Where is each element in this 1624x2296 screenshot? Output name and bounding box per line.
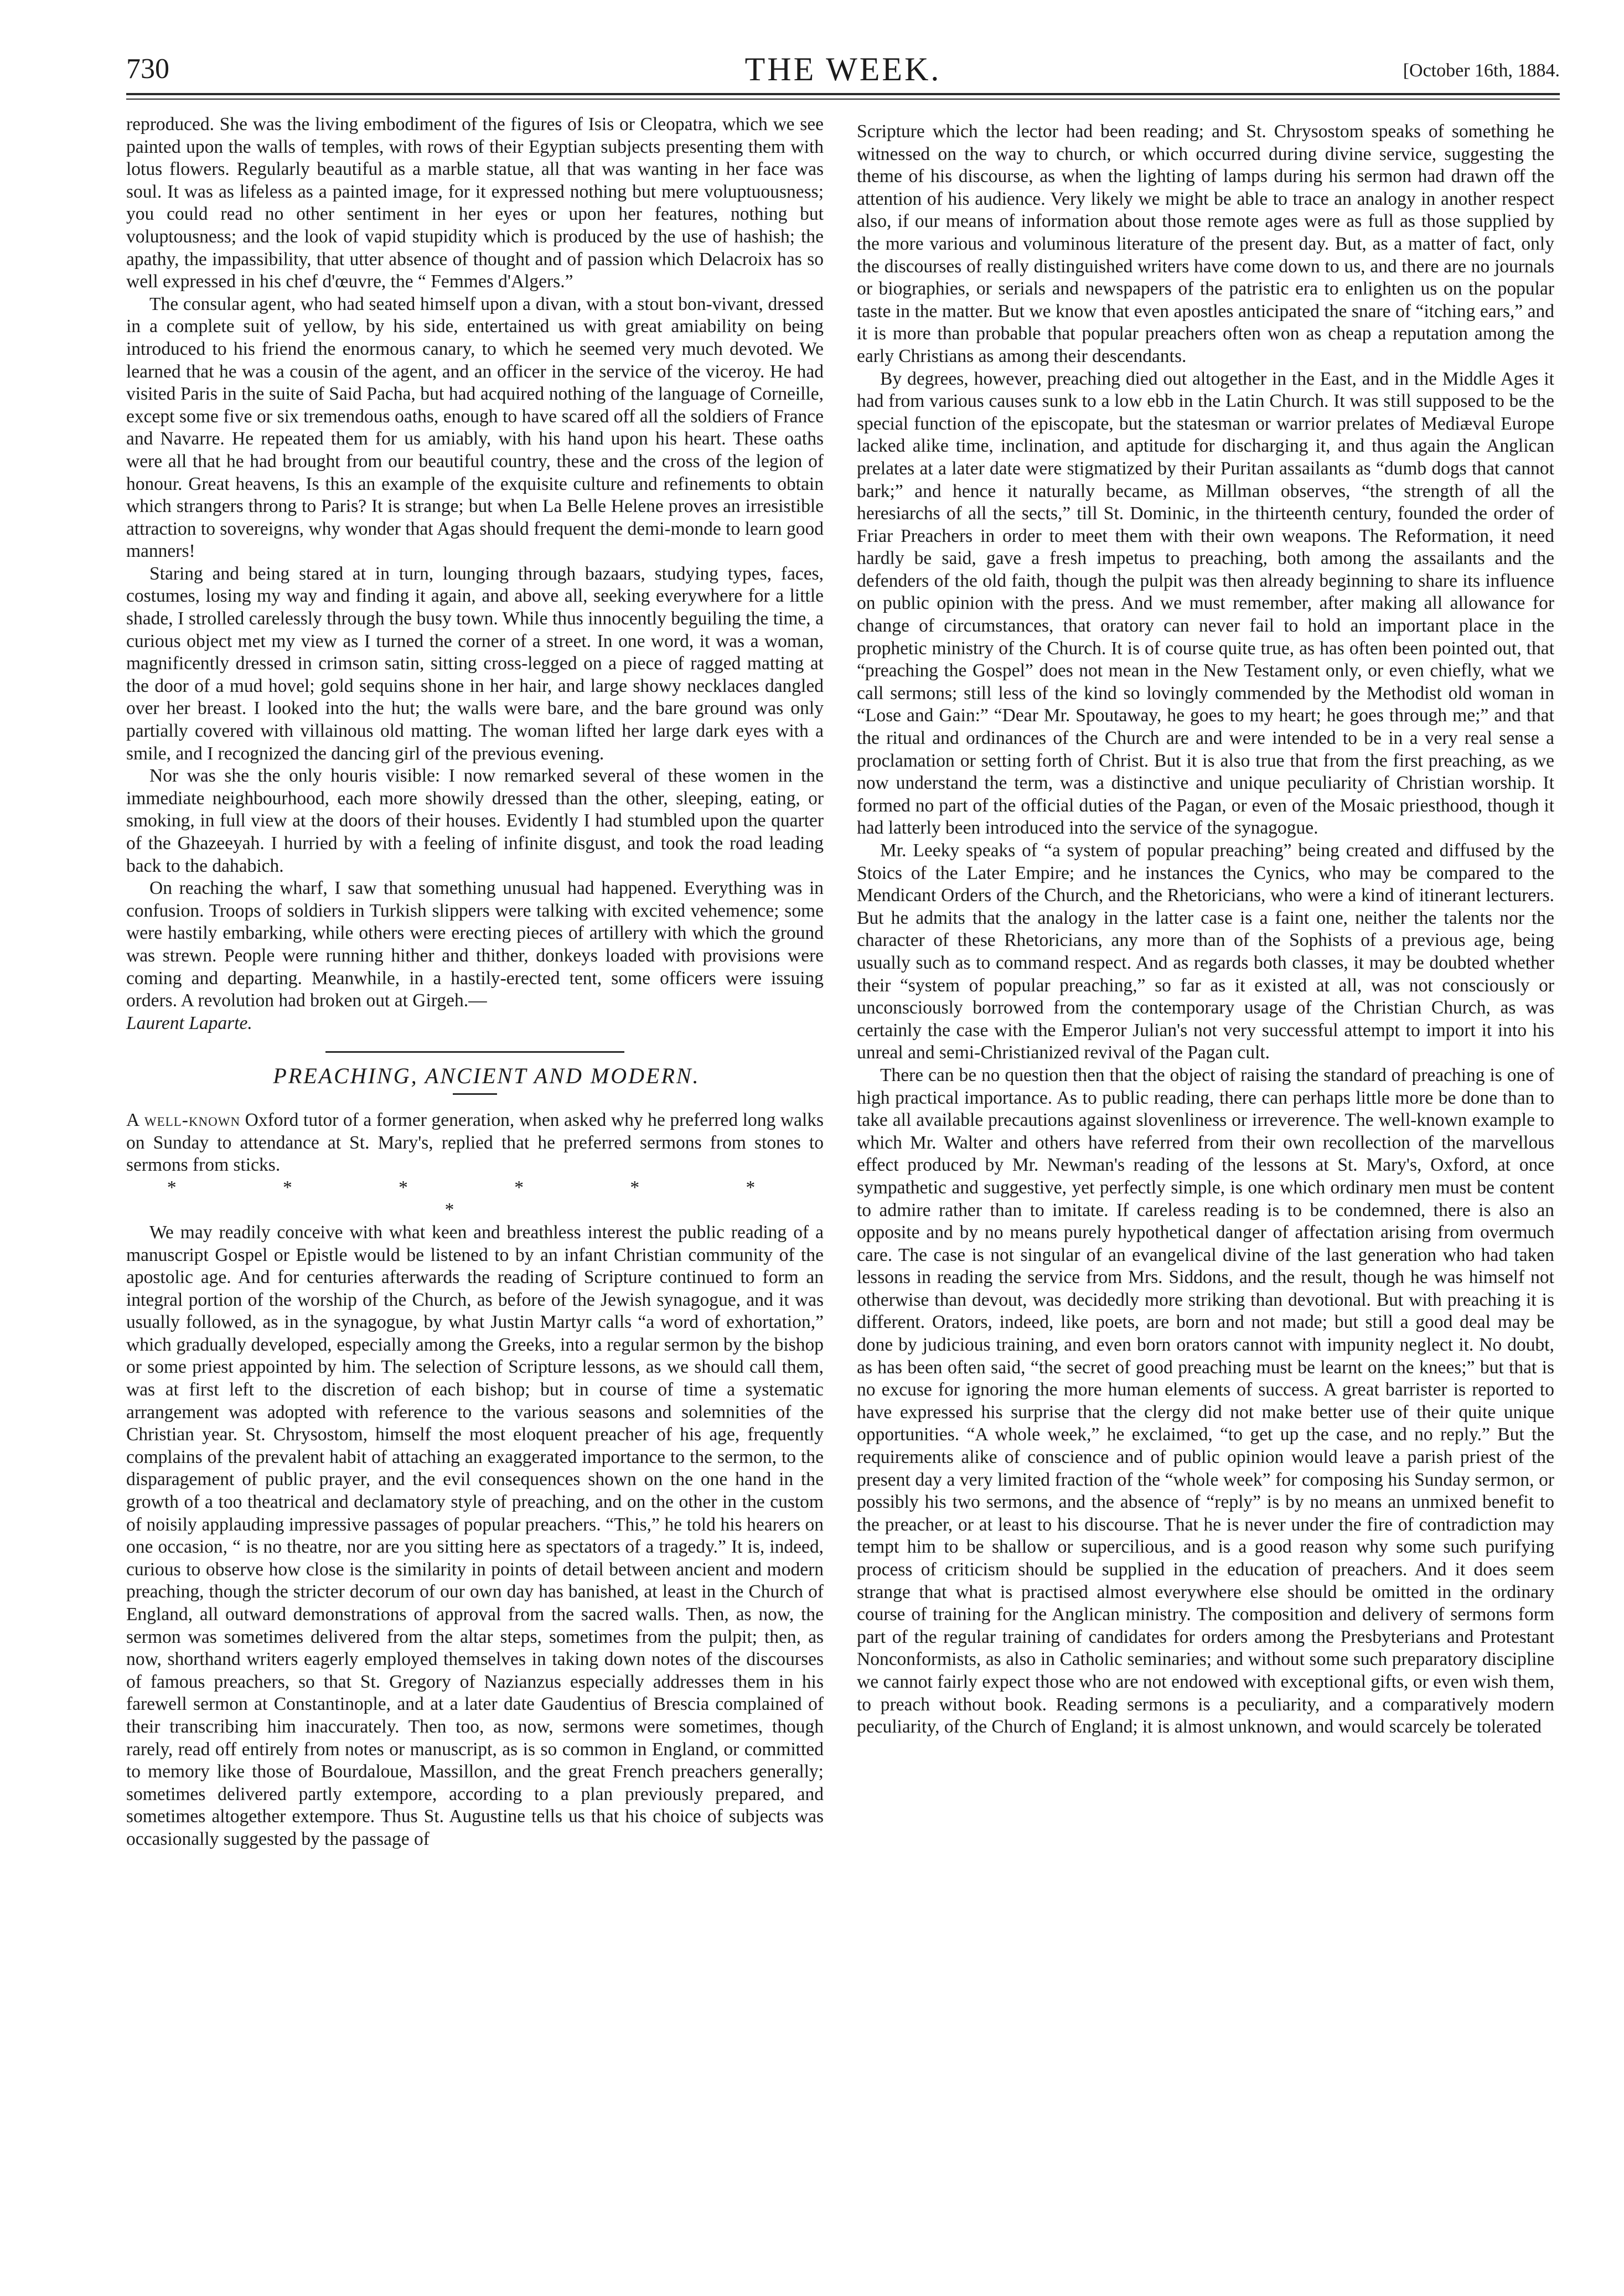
paragraph-text: On reaching the wharf, I saw that something unusual had happened. Everything was in confusion. Troops of soldiers in Turkish slippers were talking with excited vehemence; some were hastily embarking, while others were erecting pieces of artillery with which the ground was strewn. People were running hither and thither, donkeys loaded with provisions were coming and departing. Meanwhile, in a hastily-erected tent, some officers were issuing orders. A revolution had broken out at Girgeh.—: [126, 878, 824, 1011]
paragraph: reproduced. She was the living embodiment of the figures of Isis or Cleopatra, which we see painted upon the walls of temples, with rows of their Egyptian subjects presenting them with lotus flowers. Regularly beautiful as a marble statue, all that was wanting in her face was soul. It was as lifeless as a painted image, for it expressed nothing but mere voluptuousness; you could read no other sentiment in her eyes or upon her features, nothing but voluptousness; and the look of vapid stupidity which is produced by the use of hashish; the apathy, the impassibility, that utter absence of thought and of passion which Delacroix has so well expressed in his chef d'œuvre, the “ Femmes d'Algers.”: [126, 114, 824, 292]
asterisk-divider: * * * * * * *: [167, 1177, 806, 1221]
right-column: [857, 121, 1554, 1739]
author-byline: Laurent Laparte.: [126, 1012, 252, 1033]
paragraph: We may readily conceive with what keen and breathless interest the public reading of a manuscript Gospel or Epistle would be listened to by an infant Christian community of the apostolic age. And for centuries afterwards the reading of Scripture continued to form an integral portion of the worship of the Church, as before of the Jewish synagogue, and it was usually followed, as in the synagogue, by what Justin Martyr calls “a word of exhortation,” which gradually developed, especially among the Greeks, into a regular sermon by the bishop or some priest appointed by him. The selection of Scripture lessons, as we should call them, was at first left to the discretion of each bishop; but in course of time a systematic arrangement was adopted with reference to the various seasons and solemnities of the Christian year. St. Chrysostom, himself the most eloquent preacher of his age, frequently complains of the prevalent habit of attaching an exaggerated importance to the sermon, to the disparagement of public prayer, and the evil consequences shown on the one hand in the growth of a too theatrical and declamatory style of preaching, and on the other in the custom of noisily applauding impressive passages of popular preachers. “This,” he told his hearers on one occasion, “ is no theatre, nor are you sitting here as spectators of a tragedy.” It is, indeed, curious to observe how close is the similarity in points of detail between ancient and modern preaching, though the stricter decorum of our own day has banished, at least in the Church of England, all outward demonstrations of approval from the sacred walls. Then, as now, the sermon was sometimes delivered from the altar steps, sometimes from the pulpit; then, as now, shorthand writers eagerly employed themselves in taking down notes of the discourses of famous preachers, so that St. Gregory of Nazianzus especially addresses them in his farewell sermon at Constantinople, and at a later date Gaudentius of Brescia complained of their transcribing him inaccurately. Then too, as now, sermons were sometimes, though rarely, read off entirely from notes or manuscript, as is so common in England, or committed to memory like those of Bourdaloue, Massillon, and the great French preachers generally; sometimes delivered partly extempore, according to a plan previously prepared, and sometimes altogether extempore. Thus St. Augustine tells us that his choice of subjects was occasionally suggested by the passage of: [126, 1222, 824, 1849]
paragraph: There can be no question then that the object of raising the standard of preaching is one of high practical importance. As to public reading, there can perhaps little more be done than to take all available precautions against slovenliness or irreverence. The well-known example to which Mr. Walter and others have referred from their own recollection of the marvellous effect produced by Mr. Newman's reading of the lessons at St. Mary's, Oxford, at once sympathetic and suggestive, yet perfectly simple, is one which ordinary men must be content to admire rather than to imitate. If careless reading is to be condemned, there is also an opposite and by no means purely hypothetical danger of affectation arising from overmuch care. The case is not singular of an evangelical divine of the last generation who had taken lessons in reading the service from Mrs. Siddons, and the result, though he was himself not otherwise than devout, was decidedly more striking than devotional. But with preaching it is different. Orators, indeed, like poets, are born and not made; but still a good deal may be done by judicious training, and even born orators cannot with impunity neglect it. No doubt, as has been often said, “the secret of good preaching must be learnt on the knees;” but that is no excuse for ignoring the more human elements of success. A great barrister is reported to have expressed his surprise that the clergy did not make better use of their quite unique opportunities. “A whole week,” he exclaimed, “to get up the case, and no reply.” But the requirements alike of conscience and of public opinion would leave a parish priest of the present day a very limited fraction of the “whole week” for composing his Sunday sermon, or possibly his two sermons, and the absence of “reply” is by no means an unmixed benefit to the preacher, or at least to his discourse. That he is never under the fire of contradiction may tempt him to be shallow or supercilious, and is a good reason why some such purifying process of criticism should be supplied in the education of preachers. And it does seem strange that what is practised almost everywhere else should be omitted in the ordinary course of training for the Anglican ministry. The composition and delivery of sermons form part of the regular training of candidates for orders among the Presbyterians and Protestant Nonconformists, as also in Catholic seminaries; and without some such preparatory discipline we cannot fairly expect those who are not endowed with exceptional gifts, or even wish them, to preach without book. Reading sermons is a peculiarity, and a comparatively modern peculiarity, of the Church of England; it is almost unknown, and would scarcely be tolerated: [857, 1064, 1554, 1737]
paragraph: The consular agent, who had seated himself upon a divan, with a stout bon-vivant, dressed in a complete suit of yellow, by his side, entertained us with great amiability on being introduced to his friend the enormous canary, to which he seemed very much devoted. We learned that he was a cousin of the agent, and an officer in the service of the viceroy. He had visited Paris in the suite of Said Pacha, but had acquired nothing of the language of Corneille, except some five or six tremendous oaths, enough to have scared off all the soldiers of France and Navarre. He repeated them for us amiably, with his hand upon his heart. These oaths were all that he had brought from our beautiful country, these and the cross of the legion of honour. Great heavens, Is this an example of the exquisite culture and refinements to obtain which strangers throng to Paris? It is strange; but when La Belle Helene proves an irresistible attraction to sovereigns, why wonder that Agas should frequent the demi-monde to learn good manners!: [126, 293, 824, 562]
section-divider: [325, 1051, 624, 1053]
issue-date: [October 16th, 1884.: [1403, 60, 1560, 81]
page-number: 730: [126, 53, 169, 85]
title-rule: [453, 1093, 497, 1095]
header-rule-thin: [126, 99, 1560, 100]
header-rule-thick: [126, 93, 1560, 95]
intro-small-caps: A well-known: [126, 1109, 241, 1130]
paragraph: Nor was she the only houris visible: I now remarked several of these women in the immediate neighbourhood, each more showily dressed than the other, sleeping, eating, or smoking, in full view at the doors of their houses. Evidently I had stumbled upon the quarter of the Ghazeeyah. I hurried by with a feeling of infinite disgust, and took the road leading back to the dahabich.: [126, 766, 824, 876]
article-intro: [126, 1109, 824, 1177]
intro-text: Oxford tutor of a former generation, when asked why he preferred long walks on Sunday to attendance at St. Mary's, replied that he preferred sermons from stones to sermons from sticks.: [126, 1109, 824, 1176]
paragraph: [126, 877, 824, 1035]
paragraph: Scripture which the lector had been reading; and St. Chrysostom speaks of something he witnessed on the way to church, or which occurred during divine service, suggesting the theme of his discourse, as when the lighting of lamps during his sermon had drawn off the attention of his audience. Very likely we might be able to trace an analogy in another respect also, if our means of information about those remote ages were as full as those supplied by the more various and voluminous literature of the present day. But, as a matter of fact, only the discourses of really distinguished writers have come down to us, and there are no journals or biographies, or serials and newspapers of the patristic era to enlighten us on the popular taste in the matter. But we know that even apostles anticipated the snare of “itching ears,” and it is more than probable that popular preachers often won as cheap a reputation among the early Christians as among their descendants.: [857, 121, 1554, 366]
journal-title: THE WEEK.: [744, 51, 942, 87]
paragraph: Staring and being stared at in turn, lounging through bazaars, studying types, faces, costumes, losing my way and finding it again, and above all, seeking everywhere for a little shade, I strolled carelessly through the busy town. While thus innocently beguiling the time, a curious object met my view as I turned the corner of a street. In one word, it was a woman, magnificently dressed in crimson satin, sitting cross-legged on a piece of ragged matting at the door of a mud hovel; gold sequins shone in her hair, and large showy necklaces dangled over her breast. I looked into the hut; the walls were bare, and the bare ground was only partially covered with villainous old matting. The woman lifted her large dark eyes with a smile, and I recognized the dancing girl of the previous evening.: [126, 563, 824, 764]
paragraph: Mr. Leeky speaks of “a system of popular preaching” being created and diffused by the Stoics of the Later Empire; and he instances the Cynics, who may be compared to the Mendicant Orders of the Church, and the Rhetoricians, who were a kind of itinerant lecturers. But he admits that the analogy in the latter case is a faint one, neither the talents nor the character of these Rhetoricians, any more than of the Sophists of a previous age, being usually such as to command respect. And as regards both classes, it may be doubted whether their “system of popular preaching,” so far as it existed at all, was not consciously or unconsciously borrowed from the contemporary usage of the Christian Church, as was certainly the case with the Emperor Julian's not very successful attempt to import it into his unreal and semi-Christianized revival of the Pagan cult.: [857, 840, 1554, 1063]
paragraph: By degrees, however, preaching died out altogether in the East, and in the Middle Ages it had from various causes sunk to a low ebb in the Latin Church. It was still supposed to be the special function of the episcopate, but the statesman or warrior prelates of Mediæval Europe lacked alike time, inclination, and aptitude for discharging it, and thus again the Anglican prelates at a later date were stigmatized by their Puritan assailants as “dumb dogs that cannot bark;” and hence it naturally became, as Millman observes, “the strength of all the heresiarchs of all the sects,” till St. Dominic, in the thirteenth century, founded the order of Friar Preachers in order to meet them with their own weapons. The Reformation, it need hardly be said, gave a fresh impetus to preaching, both among the assailants and the defenders of the old faith, though the pulpit was then already beginning to share its influence on public opinion with the press. And we must remember, after making all allowance for change of circumstances, that oratory can never fail to hold an important place in the prophetic ministry of the Church. It is of course quite true, as has often been pointed out, that “preaching the Gospel” does not mean in the New Testament only, or even chiefly, what we call sermons; still less of the kind so lovingly commended by the Methodist old woman in “Lose and Gain:” “Dear Mr. Spoutaway, he goes to my heart; he goes through me;” and that the ritual and ordinances of the Church are and were intended to be in a very real sense a proclamation or setting forth of Christ. But it is also true that from the first preaching, as we now understand the term, was a distinctive and unique peculiarity of Christian worship. It formed no part of the official duties of the Pagan, or even of the Mosaic priesthood, though it had latterly been introduced into the service of the synagogue.: [857, 368, 1554, 839]
left-column: [126, 113, 824, 1851]
article-title: PREACHING, ANCIENT AND MODERN.: [273, 1063, 700, 1089]
